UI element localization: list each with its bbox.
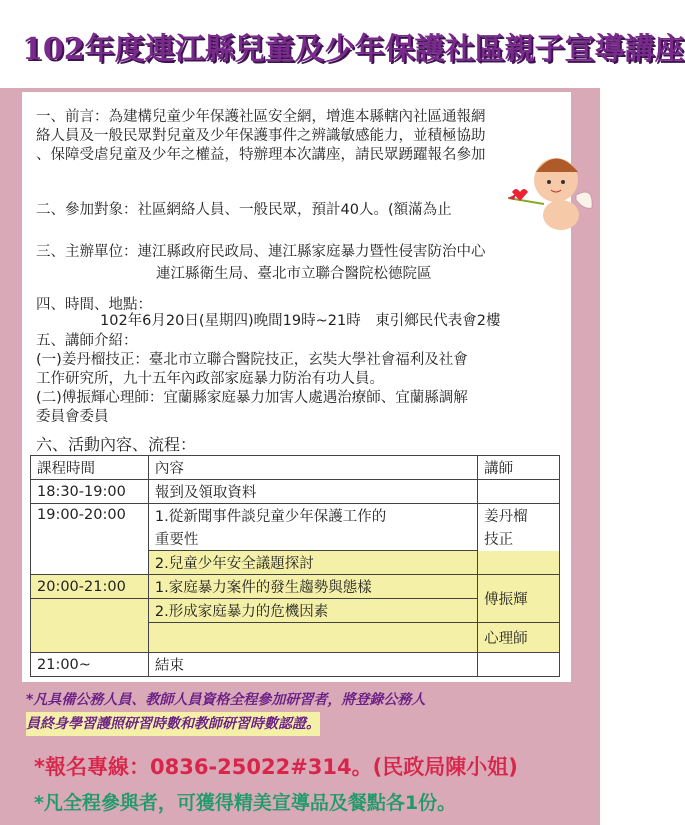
schedule-heading: 六、活動內容、流程： xyxy=(36,435,197,454)
row-3-content-empty xyxy=(148,623,477,653)
row-2-content-c: 2.兒童少年安全議題探討 xyxy=(148,551,477,575)
poster-title-banner xyxy=(0,0,685,88)
header-content: 內容 xyxy=(148,456,477,480)
row-2-content-b: 重要性 xyxy=(148,527,477,551)
row-2-speaker-a: 姜丹榴 xyxy=(478,504,560,528)
cupid-icon xyxy=(506,140,596,235)
lecturer-2-line-b: 委員會委員 xyxy=(36,409,109,425)
row-2-speaker-b: 技正 xyxy=(478,527,560,551)
header-speaker: 講師 xyxy=(478,456,560,480)
time-place-heading: 四、時間、地點： xyxy=(36,297,152,313)
table-row xyxy=(31,480,560,504)
organizer-line-1: 三、主辦單位：連江縣政府民政局、連江縣家庭暴力暨性侵害防治中心 xyxy=(36,244,486,260)
row-1-speaker xyxy=(478,480,560,504)
organizer-line-2: 連江縣衛生局、臺北市立聯合醫院松德院區 xyxy=(156,266,432,282)
row-4-content: 結束 xyxy=(148,653,477,677)
schedule-table xyxy=(30,455,560,677)
row-3-time: 20:00-21:00 xyxy=(31,575,149,599)
intro-line-1: 一、前言：為建構兒童少年保護社區安全網，增進本縣轄內社區通報網 xyxy=(36,109,486,125)
registration-hotline: *報名專線：0836-25022#314。(民政局陳小姐) xyxy=(34,755,518,779)
lecturers-heading: 五、講師介紹： xyxy=(36,333,138,349)
row-3-content-b: 2.形成家庭暴力的危機因素 xyxy=(148,599,477,623)
row-3-content-a: 1.家庭暴力案件的發生趨勢與態樣 xyxy=(148,575,477,599)
note-line-2: 員終身學習護照研習時數和教師研習時數認證。 xyxy=(26,712,320,736)
table-row xyxy=(31,504,560,528)
participants-line: 二、參加對象：社區網絡人員、一般民眾，預計40人。(額滿為止 xyxy=(36,202,452,218)
row-3-time-cont xyxy=(31,599,149,623)
row-3-time-empty xyxy=(31,623,149,653)
row-3-speaker-b: 心理師 xyxy=(478,623,560,653)
row-2-time: 19:00-20:00 xyxy=(31,504,149,575)
lecturer-1-line-b: 工作研究所，九十五年內政部家庭暴力防治有功人員。 xyxy=(36,371,384,387)
row-1-content: 報到及領取資料 xyxy=(148,480,477,504)
lecturer-2-line-a: (二)傅振輝心理師：宜蘭縣家庭暴力加害人處遇治療師、宜蘭縣調解 xyxy=(36,390,468,406)
intro-paragraph xyxy=(36,108,561,165)
header-time: 課程時間 xyxy=(31,456,149,480)
poster-title: 102年度連江縣兒童及少年保護社區親子宣導講座 xyxy=(22,32,685,67)
row-1-time: 18:30-19:00 xyxy=(31,480,149,504)
table-header-row xyxy=(31,456,560,480)
intro-line-3: 、保障受虐兒童及少年之權益，特辦理本次講座，請民眾踴躍報名參加 xyxy=(36,147,486,163)
certification-note xyxy=(26,688,586,736)
table-row xyxy=(31,575,560,599)
gift-notice: *凡全程參與者，可獲得精美宣導品及餐點各1份。 xyxy=(34,792,457,814)
row-4-speaker xyxy=(478,653,560,677)
row-4-time: 21:00~ xyxy=(31,653,149,677)
lecturer-1-line-a: (一)姜丹榴技正：臺北市立聯合醫院技正，玄奘大學社會福利及社會 xyxy=(36,352,468,368)
time-place-detail: 102年6月20日(星期四)晚間19時~21時 東引鄉民代表會2樓 xyxy=(100,313,501,329)
row-2-speaker-c xyxy=(478,551,560,575)
intro-line-2: 絡人員及一般民眾對兒童及少年保護事件之辨識敏感能力，並積極協助 xyxy=(36,128,486,144)
row-3-speaker-a: 傅振輝 xyxy=(478,575,560,623)
row-2-content-a: 1.從新聞事件談兒童少年保護工作的 xyxy=(148,504,477,528)
table-row xyxy=(31,653,560,677)
note-line-1: *凡具備公務人員、教師人員資格全程參加研習者，將登錄公務人 xyxy=(26,692,426,708)
table-row xyxy=(31,623,560,653)
